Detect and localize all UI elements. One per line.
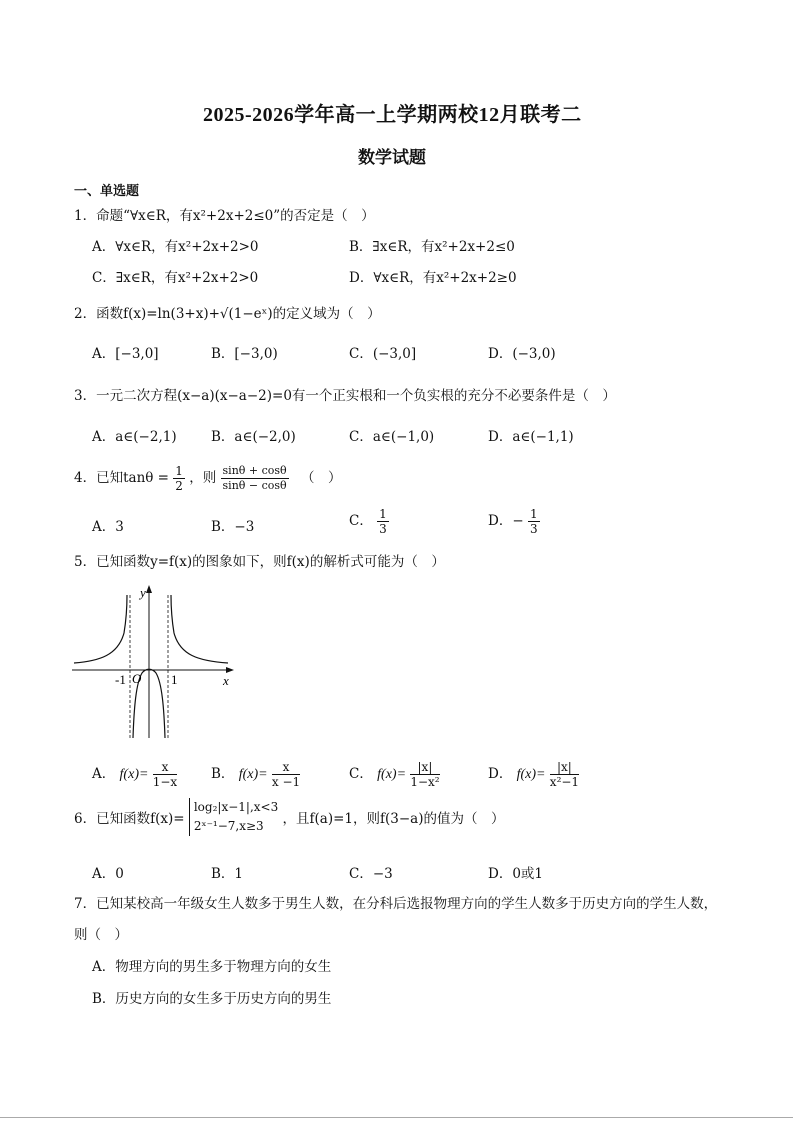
fraction-numerator: |x| — [550, 760, 579, 775]
fraction-denominator: 3 — [529, 522, 538, 536]
fraction-denominator: 2 — [175, 479, 183, 493]
question-5-option-c[interactable] — [349, 760, 440, 789]
question-2-option-d[interactable]: D．(−3,0) — [488, 346, 556, 362]
fraction-numerator: x — [153, 760, 177, 775]
fraction-numerator: 1 — [529, 507, 538, 521]
graph-neg-one-label: -1 — [115, 672, 126, 687]
question-3-stem: 3．一元二次方程(x−a)(x−a−2)=0有一个正实根和一个负实根的充分不必要条件是（ ） — [74, 388, 616, 404]
question-6-option-a[interactable]: A．0 — [92, 866, 124, 882]
question-4-stem-pre: 4．已知tanθ = — [74, 470, 169, 486]
left-branch-curve — [74, 595, 127, 663]
question-4-stem-post: （ ） — [300, 470, 342, 486]
question-5-function-graph — [70, 583, 240, 743]
fraction-denominator: 3 — [379, 522, 387, 536]
question-6-piecewise — [189, 798, 278, 836]
question-3-option-d[interactable]: D．a∈(−1,1) — [488, 429, 574, 445]
question-5-option-b[interactable] — [211, 760, 300, 789]
question-4-stem-mid: ，则 — [189, 470, 217, 486]
question-2-option-b[interactable]: B．[−3,0) — [211, 346, 278, 362]
question-6-stem — [74, 798, 504, 836]
question-6-option-d[interactable]: D．0或1 — [488, 866, 544, 882]
option-d-fraction — [528, 507, 540, 536]
question-4-tan-fraction — [173, 464, 185, 493]
question-1-option-b[interactable]: B．∃x∈R，有x²+2x+2≤0 — [349, 239, 515, 255]
option-d-fraction — [550, 760, 579, 789]
question-5-option-a[interactable] — [92, 760, 177, 789]
section-heading: 一、单选题 — [74, 184, 140, 199]
option-label: D． — [488, 766, 513, 782]
question-7-stem-line-2: 则（ ） — [74, 927, 128, 943]
question-3-option-b[interactable]: B．a∈(−2,0) — [211, 429, 296, 445]
option-label: C． — [349, 766, 373, 782]
fraction-denominator: 1−x² — [410, 775, 440, 789]
question-2-option-c[interactable]: C．(−3,0] — [349, 346, 417, 362]
question-1-option-d[interactable]: D．∀x∈R，有x²+2x+2≥0 — [349, 270, 517, 286]
option-b-fraction — [272, 760, 300, 789]
question-3-option-c[interactable]: C．a∈(−1,0) — [349, 429, 435, 445]
fraction-numerator: |x| — [410, 760, 439, 775]
graph-x-label: x — [223, 673, 229, 688]
question-4-expression — [221, 464, 289, 493]
question-4-option-b[interactable]: B．−3 — [211, 519, 255, 535]
question-7-stem-line-1: 7．已知某校高一年级女生人数多于男生人数，在分科后选报物理方向的学生人数多于历史方向的学生人数， — [74, 896, 718, 912]
page-bottom-rule — [0, 1117, 793, 1118]
fraction-denominator: 1−x — [152, 775, 178, 789]
graph-y-label: y — [140, 585, 146, 600]
question-7-option-b[interactable]: B．历史方向的女生多于历史方向的男生 — [92, 991, 332, 1007]
option-c-fraction — [410, 760, 439, 789]
option-label: A． — [92, 766, 116, 782]
piece-2: 2ˣ⁻¹−7,x≥3 — [193, 819, 264, 833]
question-6-option-b[interactable]: B．1 — [211, 866, 244, 882]
question-3-option-a[interactable]: A．a∈(−2,1) — [92, 429, 177, 445]
question-6-stem-post: ，且f(a)=1，则f(3−a)的值为（ ） — [282, 811, 505, 827]
graph-pos-one-label: 1 — [171, 672, 178, 687]
question-2-stem: 2．函数f(x)=ln(3+x)+√(1−eˣ)的定义域为（ ） — [74, 306, 381, 322]
option-a-fraction — [153, 760, 177, 789]
piece-1: log₂|x−1|,x<3 — [193, 800, 279, 814]
option-label: C． — [349, 513, 373, 529]
option-c-fraction — [377, 507, 389, 536]
y-axis-arrow — [146, 585, 152, 593]
question-4-option-a[interactable]: A．3 — [92, 519, 124, 535]
fraction-numerator: x — [272, 760, 300, 775]
page-subtitle: 数学试题 — [358, 148, 426, 168]
graph-origin-label: O — [132, 671, 142, 686]
option-label: B． — [211, 766, 235, 782]
question-1-stem: 1．命题“∀x∈R，有x²+2x+2≤0”的否定是（ ） — [74, 208, 375, 224]
fraction-denominator: x −1 — [271, 775, 301, 789]
question-6-stem-pre: 6．已知函数f(x)= — [74, 811, 185, 827]
expression-numerator: sinθ + cosθ — [222, 464, 287, 477]
fraction-denominator: x²−1 — [549, 775, 580, 789]
question-4-option-c[interactable] — [349, 507, 389, 536]
fraction-numerator: 1 — [175, 464, 183, 478]
fraction-numerator: 1 — [379, 507, 387, 521]
question-4-stem — [74, 464, 341, 493]
question-7-option-a[interactable]: A．物理方向的男生多于物理方向的女生 — [92, 959, 332, 975]
question-2-option-a[interactable]: A．[−3,0] — [92, 346, 159, 362]
right-branch-curve — [171, 595, 228, 663]
question-6-option-c[interactable]: C．−3 — [349, 866, 393, 882]
option-b-lhs: f(x)= — [238, 767, 268, 782]
page-title: 2025-2026学年高一上学期两校12月联考二 — [203, 104, 582, 126]
expression-denominator: sinθ − cosθ — [222, 479, 287, 492]
option-c-lhs: f(x)= — [377, 767, 407, 782]
option-a-lhs: f(x)= — [119, 767, 149, 782]
question-1-option-a[interactable]: A．∀x∈R，有x²+2x+2>0 — [92, 239, 259, 255]
option-d-lhs: f(x)= — [516, 767, 546, 782]
option-label: D．− — [488, 513, 524, 529]
question-4-option-d[interactable] — [488, 507, 540, 536]
question-5-stem: 5．已知函数y=f(x)的图象如下，则f(x)的解析式可能为（ ） — [74, 554, 445, 570]
question-1-option-c[interactable]: C．∃x∈R，有x²+2x+2>0 — [92, 270, 259, 286]
question-5-option-d[interactable] — [488, 760, 579, 789]
